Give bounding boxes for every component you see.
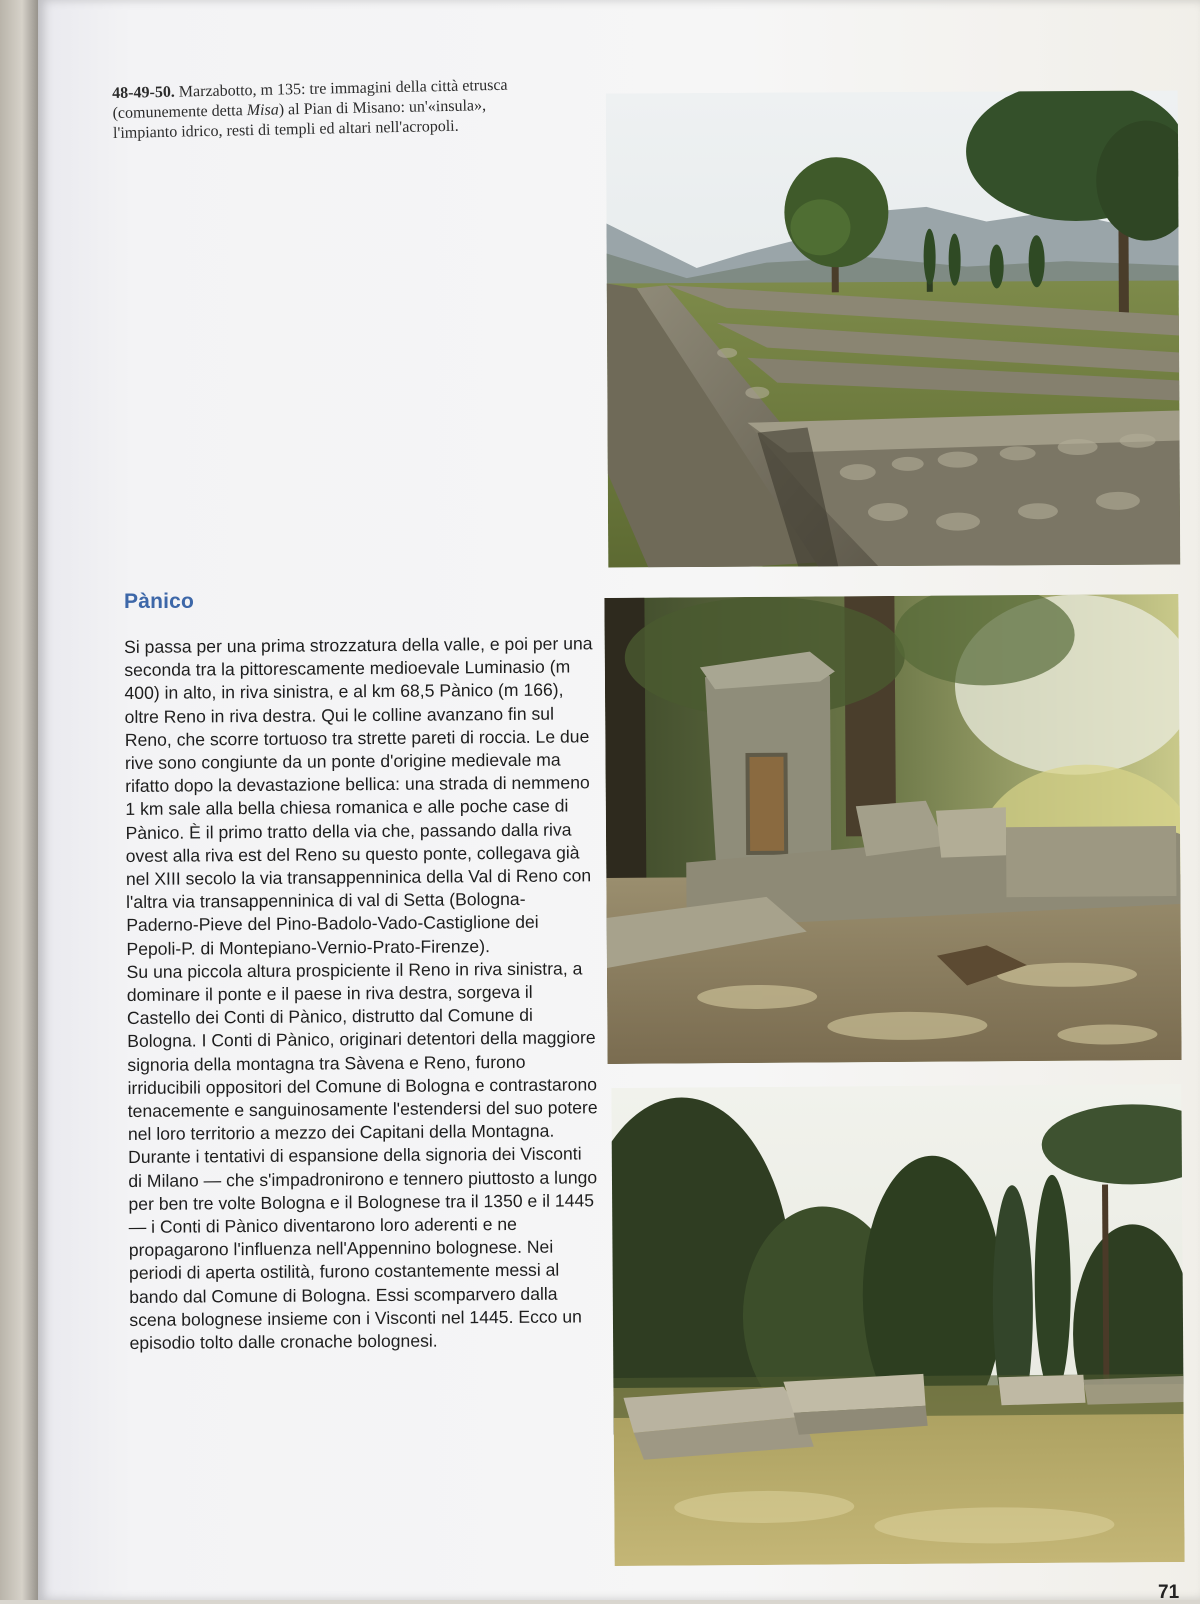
section-heading: Pànico: [124, 590, 195, 613]
facing-page-edge: [0, 0, 40, 1600]
paragraph-2: Su una piccola altura prospiciente il Reno in riva sinistra, a dominare il ponte e il paese in riva destra, sorgeva il Castello dei Conti di Pànico, distrutto dal Comune di Bologna. I Conti di Pànico, originari detentori della maggiore signoria della montagna tra Sàvena e Reno, furono irriducibili oppositori del Comune di Bologna e contrastarono tenacemente e sanguinosamente l'estendersi del suo potere nel loro territorio a mezzo dei Capitani della Montagna. Durante i tentativi di espansione della signoria dei Visconti di Milano — che s'impadronirono e tennero piuttosto a lungo per ben tre volte Bologna e il Bolognese tra il 1350 e il 1445 — i Conti di Pànico diventarono loro aderenti e ne propagarono l'influenza nell'Appennino bolognese. Nei periodi di aperta ostilità, furono costantemente messi al bando dal Comune di Bologna. Essi scomparvero dalla scena bolognese insieme con i Visconti nel 1445. Ecco un episodio tolto dalle cronache bolognesi.: [126, 958, 598, 1354]
figure-numbers: 48-49-50.: [112, 83, 176, 102]
figure-caption: [112, 75, 553, 144]
caption-text-1: Marzabotto, m 135: tre immagini della città etrusca (comunemente detta: [112, 76, 508, 122]
caption-italic: Misa: [246, 101, 279, 120]
photo-insula-ruins: [606, 91, 1180, 568]
body-text: [124, 632, 600, 1355]
caption-text-2: ) al Pian di Misano: un'«insula», l'impianto idrico, resti di templi ed altari nell'acropoli.: [112, 97, 487, 142]
page-number: 71: [1158, 1582, 1180, 1603]
paragraph-1: Si passa per una prima strozzatura della valle, e poi per una seconda tra la pittorescamente medioevale Luminasio (m 400) in alto, in riva sinistra, e al km 68,5 Pànico (m 166), oltre Reno in riva destra. Qui le colline avanzano fin sul Reno, che scorre tortuoso tra strette pareti di roccia. Le due rive sono congiunte da un ponte d'origine medievale ma rifatto dopo la devastazione bellica: una strada di nemmeno 1 km sale alla bella chiesa romanica e alle poche case di Pànico. È il primo tratto della via che, passando dalla riva ovest alla riva est del Reno su questo ponte, collegava già nel XIII secolo la via transappenninica della Val di Reno con l'altra via transappenninica di val di Setta (Bologna-Paderno-Pieve del Pino-Badolo-Vado-Castiglione dei Pepoli-P. di Montepiano-Vernio-Prato-Firenze).: [124, 633, 593, 959]
photo-tomb-ruins: [604, 594, 1181, 1064]
photo-acropolis-altars: [611, 1084, 1184, 1566]
